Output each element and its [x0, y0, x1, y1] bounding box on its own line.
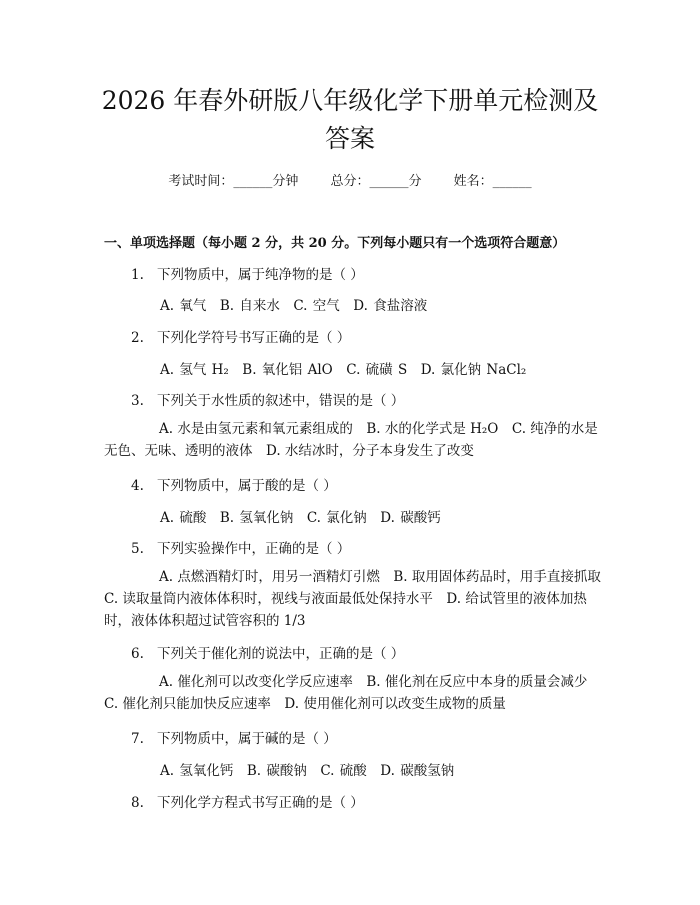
document-title: [90, 82, 610, 158]
question-stem: 下列化学符号书写正确的是（ ）: [157, 330, 351, 346]
question-3-options: A. 水是由氢元素和氧元素组成的 B. 水的化学式是 H₂O C. 纯净的水是无色、无味、透明的液体 D. 水结冰时，分子本身发生了改变: [104, 421, 598, 459]
question-stem: 下列物质中，属于碱的是（ ）: [157, 731, 337, 747]
question-2: [131, 326, 350, 346]
question-7-options: A. 氢氧化钙 B. 碳酸钠 C. 硫酸 D. 碳酸氢钠: [160, 763, 455, 779]
question-2-options: A. 氢气 H₂ B. 氧化铝 AlO C. 硫磺 S D. 氯化钠 NaCl₂: [160, 362, 527, 378]
section-heading: 一、单项选择题（每小题 2 分，共 20 分。下列每小题只有一个选项符合题意）: [104, 236, 566, 251]
question-stem: 下列关于催化剂的说法中，正确的是（ ）: [157, 646, 405, 662]
question-number: 7.: [131, 731, 144, 747]
question-stem: 下列物质中，属于酸的是（ ）: [157, 478, 337, 494]
question-4-options: A. 硫酸 B. 氢氧化钠 C. 氯化钠 D. 碳酸钙: [160, 510, 441, 526]
question-4: [131, 474, 337, 494]
question-3: [131, 389, 404, 409]
question-5-options: A. 点燃酒精灯时，用另一酒精灯引燃 B. 取用固体药品时，用手直接抓取 C. 读取量筒内液体体积时，视线与液面最低处保持水平 D. 给试管里的液体加热时，液体体积超过试管容积的 1/3: [104, 569, 615, 629]
student-name-label: 姓名：______: [453, 174, 532, 189]
question-number: 6.: [131, 646, 144, 662]
question-number: 2.: [131, 330, 144, 346]
title-line-1: 2026 年春外研版八年级化学下册单元检测及: [101, 86, 599, 115]
question-number: 1.: [131, 267, 144, 283]
question-stem: 下列物质中，属于纯净物的是（ ）: [157, 267, 364, 283]
exam-time-label: 考试时间：______分钟: [168, 174, 299, 189]
question-6-options: A. 催化剂可以改变化学反应速率 B. 催化剂在反应中本身的质量会减少 C. 催化剂只能加快反应速率 D. 使用催化剂可以改变生成物的质量: [104, 674, 601, 712]
question-1-options: A. 氧气 B. 自来水 C. 空气 D. 食盐溶液: [160, 298, 428, 314]
question-7: [131, 727, 337, 747]
question-stem: 下列化学方程式书写正确的是（ ）: [157, 795, 364, 811]
question-stem: 下列实验操作中，正确的是（ ）: [157, 541, 351, 557]
title-line-2: 答案: [324, 124, 375, 153]
question-number: 3.: [131, 393, 144, 409]
question-8: [131, 791, 364, 811]
total-score-label: 总分：______分: [330, 174, 422, 189]
question-number: 4.: [131, 478, 144, 494]
question-1: [131, 263, 364, 283]
question-number: 5.: [131, 541, 144, 557]
exam-meta: [0, 170, 700, 189]
question-number: 8.: [131, 795, 144, 811]
question-stem: 下列关于水性质的叙述中，错误的是（ ）: [157, 393, 405, 409]
question-5: [131, 537, 350, 557]
question-6: [131, 642, 404, 662]
